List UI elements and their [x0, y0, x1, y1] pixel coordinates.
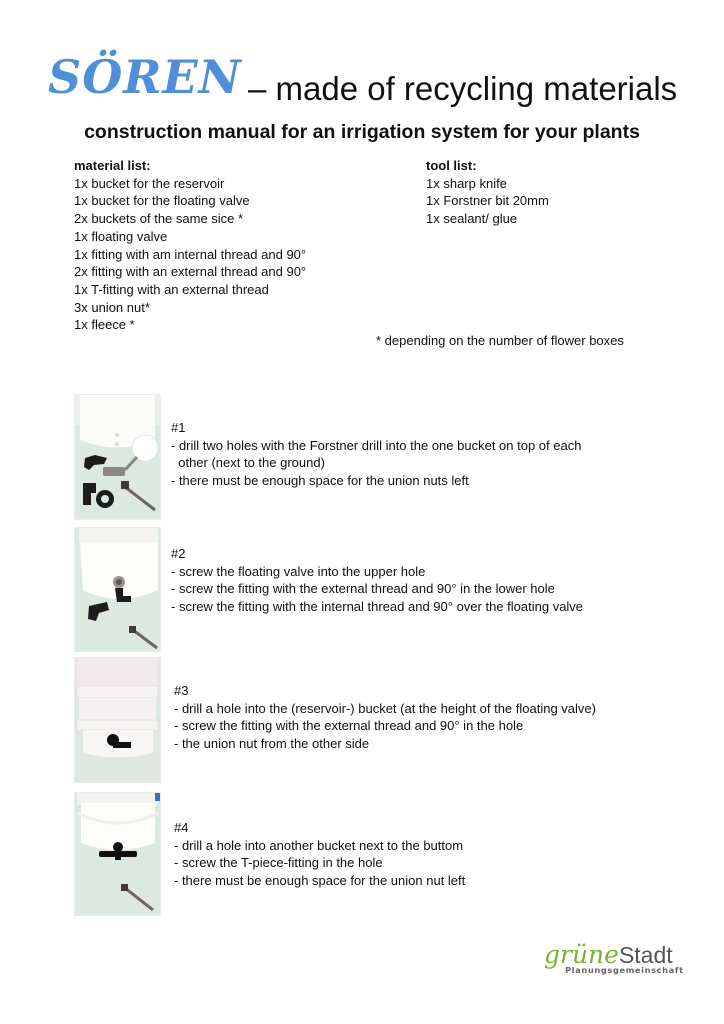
material-item: 1x bucket for the floating valve	[74, 193, 250, 209]
step-2-photo	[74, 527, 161, 652]
step-line: - there must be enough space for the union nuts left	[171, 472, 469, 488]
step-4	[174, 819, 465, 889]
material-list-title: material list:	[74, 158, 151, 173]
material-item: 1x fitting with am internal thread and 90°	[74, 246, 307, 262]
step-line: - screw the floating valve into the upper hole	[171, 563, 426, 579]
step-line: - drill two holes with the Forstner drill into the one bucket on top of each	[171, 437, 582, 453]
brand-title: SÖREN	[48, 50, 242, 104]
step-3-photo	[74, 657, 161, 783]
step-number: #3	[174, 683, 189, 698]
step-line: - drill a hole into the (reservoir-) bucket (at the height of the floating valve)	[174, 700, 596, 716]
step-1	[171, 419, 581, 489]
step-4-photo	[74, 792, 161, 916]
step-number: #2	[171, 546, 186, 561]
page-heading: construction manual for an irrigation system for your plants	[84, 121, 640, 143]
step-line: - there must be enough space for the union nut left	[174, 872, 466, 888]
page-subtitle: – made of recycling materials	[248, 70, 678, 107]
logo-word-stadt: Stadt	[618, 942, 673, 968]
tool-list	[426, 157, 549, 228]
material-item: 2x fitting with an external thread and 90°	[74, 264, 307, 280]
material-item: 1x T-fitting with an external thread	[74, 281, 269, 297]
step-3	[174, 682, 596, 752]
material-list	[74, 157, 306, 334]
material-item: 2x buckets of the same sice *	[74, 211, 244, 227]
step-number: #1	[171, 420, 186, 435]
footnote: * depending on the number of flower boxes	[376, 333, 624, 348]
material-item: 3x union nut*	[74, 299, 150, 315]
tool-item: 1x sealant/ glue	[426, 211, 518, 227]
tool-list-title: tool list:	[426, 158, 477, 173]
step-2	[171, 545, 583, 615]
tool-item: 1x sharp knife	[426, 175, 507, 191]
step-line: - drill a hole into another bucket next to the buttom	[174, 837, 464, 853]
material-item: 1x fleece *	[74, 317, 135, 333]
step-line: - screw the fitting with the internal thread and 90° over the floating valve	[171, 598, 584, 614]
tool-item: 1x Forstner bit 20mm	[426, 193, 549, 209]
material-item: 1x bucket for the reservoir	[74, 175, 225, 191]
step-line: - screw the T-piece-fitting in the hole	[174, 855, 383, 870]
logo-word-gruene: grüne	[544, 940, 619, 969]
step-line: - the union nut from the other side	[174, 735, 370, 751]
step-number: #4	[174, 820, 189, 835]
gruene-stadt-logo	[544, 942, 684, 974]
step-line: - screw the fitting with the external thread and 90° in the hole	[174, 718, 524, 733]
material-item: 1x floating valve	[74, 228, 168, 244]
step-1-photo	[74, 394, 161, 520]
step-line: - screw the fitting with the external thread and 90° in the lower hole	[171, 581, 555, 596]
logo-tagline: Planungsgemeinschaft	[565, 965, 684, 975]
step-line: other (next to the ground)	[171, 455, 325, 470]
